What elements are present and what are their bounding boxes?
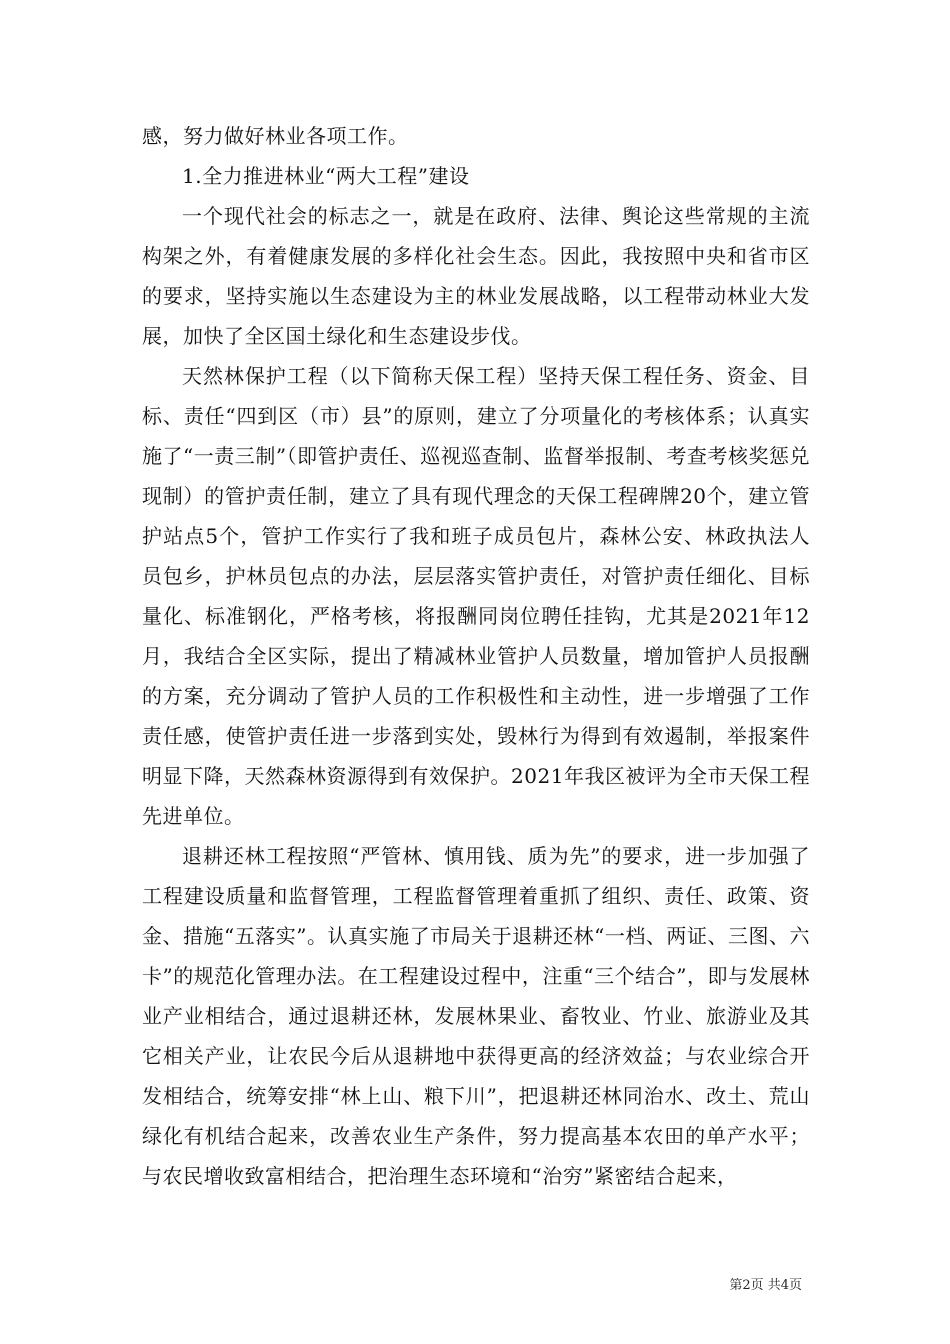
paragraph-intro: 一个现代社会的标志之一，就是在政府、法律、舆论这些常规的主流构架之外，有着健康发展的多样化社会生态。因此，我按照中央和省市区的要求，坚持实施以生态建设为主的林业发展战略，以工程带动林业大发展，加快了全区国土绿化和生态建设步伐。 bbox=[142, 204, 810, 348]
section-heading: 1.全力推进林业“两大工程”建设 bbox=[182, 164, 470, 188]
paragraph-continuation: 感，努力做好林业各项工作。 bbox=[142, 124, 409, 148]
paragraph-natural-forest: 天然林保护工程（以下简称天保工程）坚持天保工程任务、资金、目标、责任“四到区（市）县”的原则，建立了分项量化的考核体系；认真实施了“一责三制”（即管护责任、巡视巡查制、监督举报制、考查考核奖惩兑现制）的管护责任制，建立了具有现代理念的天保工程碑牌20个，建立管护站点5个，管护工作实行了我和班子成员包片，森林公安、林政执法人员包乡，护林员包点的办法，层层落实管护责任，对管护责任细化、目标量化、标准钢化，严格考核，将报酬同岗位聘任挂钩，尤其是2021年12月，我结合全区实际，提出了精减林业管护人员数量，增加管护人员报酬的方案，充分调动了管护人员的工作积极性和主动性，进一步增强了工作责任感，使管护责任进一步落到实处，毁林行为得到有效遏制，举报案件明显下降，天然森林资源得到有效保护。2021年我区被评为全市天保工程先进单位。 bbox=[142, 364, 810, 828]
paragraph-grain-to-green: 退耕还林工程按照“严管林、慎用钱、质为先”的要求，进一步加强了工程建设质量和监督管理，工程监督管理着重抓了组织、责任、政策、资金、措施“五落实”。认真实施了市局关于退耕还林“一档、两证、三图、六卡”的规范化管理办法。在工程建设过程中，注重“三个结合”，即与发展林业产业相结合，通过退耕还林，发展林果业、畜牧业、竹业、旅游业及其它相关产业，让农民今后从退耕地中获得更高的经济效益；与农业综合开发相结合，统筹安排“林上山、粮下川”，把退耕还林同治水、改土、荒山绿化有机结合起来，改善农业生产条件，努力提高基本农田的单产水平；与农民增收致富相结合，把治理生态环境和“治穷”紧密结合起来， bbox=[142, 844, 810, 1188]
document-body bbox=[142, 116, 810, 1196]
page-number: 第2页 共4页 bbox=[729, 1278, 802, 1293]
